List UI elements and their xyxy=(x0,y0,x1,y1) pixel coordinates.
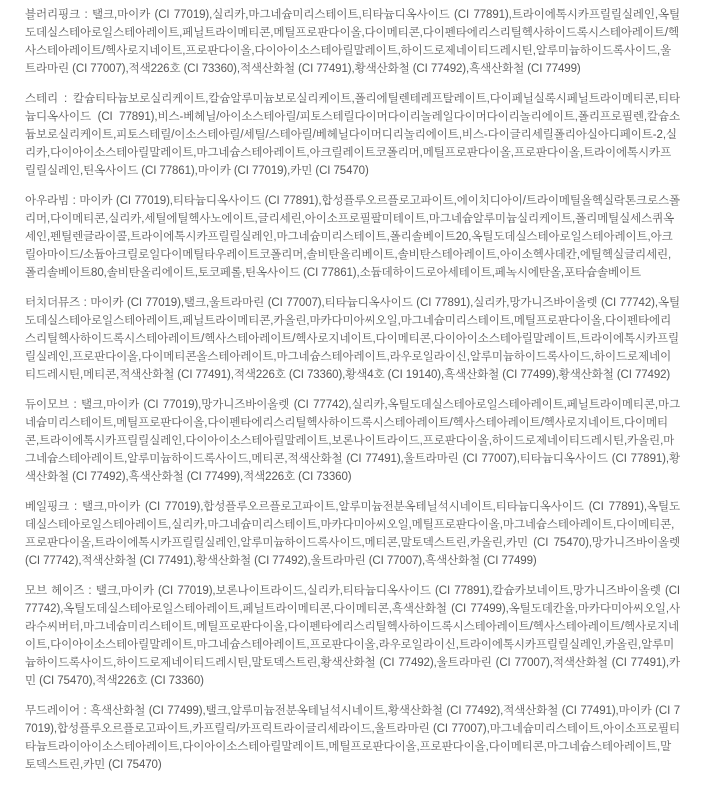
product-name: 베일핑크 xyxy=(25,501,70,513)
product-paragraph-aura-beam xyxy=(25,192,680,282)
ingredient-text: 마이카 (CI 77019),탤크,울트라마린 (CI 77007),티타늄디옥사이드 (CI 77891),실리카,망가니즈바이올렛 (CI 77742),옥틸도데실스테아로일스테아레이트,페닐트라이메티콘,카올린,마카다미아씨오일,마그네슘미리스테이트,메틸프로판다이올,다이펜타에리스리틸헥사하이드록시스테아레이트/헥사스테아레이트/헥사로지네이트,다이메티콘,다이아이소스테아릴말레이트,트라이에톡시카프릴릴실레인,프로판다이올,다이메티콘올스테아레이트,마그네슘스테아레이트,라우로일라이신,알루미늄하이드록사이드,하이드로제네이티드레시틴,메티콘,적색산화철 (CI 77491),적색226호 (CI 73360),황색4호 (CI 19140),흑색산화철 (CI 77499),황색산화철 (CI 77492) xyxy=(25,297,680,381)
product-paragraph-mood-layer xyxy=(25,702,680,774)
ingredient-text: 탤크,마이카 (CI 77019),실리카,마그네슘미리스테이트,티타늄디옥사이드 (CI 77891),트라이에톡시카프릴릴실레인,옥틸도데실스테아로일스테아레이트,페닐트라이메티콘,메틸프로판다이올,다이메티콘,다이펜타에리스리틸헥사하이드록시스테아레이트/헥사스테아레이트/헥사로지네이트,프로판다이올,다이아이소스테아릴말레이트,하이드로제네이티드레시틴,알루미늄하이드록사이드,울트라마린 (CI 77007),적색226호 (CI 73360),적색산화철 (CI 77491),황색산화철 (CI 77492),흑색산화철 (CI 77499) xyxy=(25,9,680,75)
name-separator: : xyxy=(69,501,82,513)
ingredient-text: 탤크,마이카 (CI 77019),망가니즈바이올렛 (CI 77742),실리카,옥틸도데실스테아로일스테아레이트,페닐트라이메티콘,마그네슘미리스테이트,메틸프로판다이올,다이펜타에리스리틸헥사하이드록시스테아레이트/헥사스테아레이트/헥사로지네이트,다이메티콘,트라이에톡시카프릴릴실레인,다이아이소스테아릴말레이트,보론나이트라이드,프로판다이올,하이드로제네이티드레시틴,카올린,마그네슘스테아레이트,알루미늄하이드록사이드,메티콘,적색산화철 (CI 77491),울트라마린 (CI 77007),티타늄디옥사이드 (CI 77891),황색산화철 (CI 77492),흑색산화철 (CI 77499),적색226호 (CI 73360) xyxy=(25,399,680,483)
product-name: 터치더뮤즈 xyxy=(25,297,81,309)
product-name: 듀이모브 xyxy=(25,399,70,411)
product-name: 스테리 xyxy=(25,93,59,105)
name-separator: : xyxy=(84,585,96,597)
product-name: 아우라빔 xyxy=(25,195,70,207)
product-paragraph-blurry-pink xyxy=(25,6,680,78)
ingredient-text: 흑색산화철 (CI 77499),탤크,알루미늄전분옥테닐석시네이트,황색산화철 (CI 77492),적색산화철 (CI 77491),마이카 (CI 77019),합성플루오르플로고파이트,카프릴릭/카프릭트라이글리세라이드,울트라마린 (CI 77007),마그네슘미리스테이트,아이소프로필티타늄트라이아이소스테아레이트,다이아이소스테아릴말레이트,메틸프로판다이올,프로판다이올,다이메티콘,마그네슘스테아레이트,말토덱스트린,카민 (CI 75470) xyxy=(25,705,680,771)
ingredient-text: 탤크,마이카 (CI 77019),합성플루오르플로고파이트,알루미늄전분옥테닐석시네이트,티타늄디옥사이드 (CI 77891),옥틸도데실스테아로일스테아레이트,실리카,마그네슘미리스테이트,마카다미아씨오일,메틸프로판다이올,마그네슘스테아레이트,다이메티콘,프로판다이올,트라이에톡시카프릴릴실레인,알루미늄하이드록사이드,메티콘,말토덱스트린,카올린,카민 (CI 75470),망가니즈바이올렛 (CI 77742),적색산화철 (CI 77491),황색산화철 (CI 77492),울트라마린 (CI 77007),흑색산화철 (CI 77499) xyxy=(25,501,680,567)
name-separator: : xyxy=(69,195,80,207)
product-name: 블러리핑크 xyxy=(25,9,81,21)
name-separator: : xyxy=(80,705,91,717)
product-paragraph-touch-the-muse xyxy=(25,294,680,384)
ingredient-text: 탤크,마이카 (CI 77019),보론나이트라이드,실리카,티타늄디옥사이드 (CI 77891),칼슘카보네이트,망가니즈바이올렛 (CI 77742),옥틸도데실스테아로일스테아레이트,페닐트라이메티콘,다이메티콘,흑색산화철 (CI 77499),옥틸도데칸올,마카다미아씨오일,사라수씨버터,마그네슘미리스테이트,메틸프로판다이올,다이펜타에리스리틸헥사하이드록시스테아레이트/헥사스테아레이트/헥사로지네이트,다이아이소스테아릴말레이트,마그네슘스테아레이트,프로판다이올,라우로일라이신,트라이에톡시카프릴릴실레인,카올린,알루미늄하이드록사이드,하이드로제네이티드레시틴,말토덱스트린,황색산화철 (CI 77492),울트라마린 (CI 77007),적색산화철 (CI 77491),카민 (CI 75470),적색226호 (CI 73360) xyxy=(25,585,680,687)
product-paragraph-veil-pink xyxy=(25,498,680,570)
product-paragraph-steri xyxy=(25,90,680,180)
product-name: 모브 헤이즈 xyxy=(25,585,85,597)
product-name: 무드레이어 xyxy=(25,705,81,717)
product-paragraph-mauve-haze xyxy=(25,582,680,690)
name-separator: : xyxy=(80,297,91,309)
name-separator: : xyxy=(69,399,81,411)
ingredient-text: 마이카 (CI 77019),티타늄디옥사이드 (CI 77891),합성플루오르플로고파이트,에이치디아이/트라이메틸올헥실락톤크로스폴리머,다이메티콘,실리카,세틸에틸헥사노에이트,글리세린,아이소프로필팔미테이트,마그네슘알루미늄실리케이트,폴리메틸실세스퀴옥세인,펜틸렌글라이콜,트라이에톡시카프릴릴실레인,마그네슘미리스테이트,폴리솔베이트20,옥틸도데실스테아로일스테아레이트,아크릴아마이드/소듐아크릴로일다이메틸타우레이트코폴리머,솔비탄올리베이트,솔비탄스테아레이트,아이소헥사데칸,에틸헥실글리세린,폴리솔베이트80,솔비탄올리에이트,토코페롤,틴옥사이드 (CI 77861),소듐데하이드로아세테이트,페녹시에탄올,포타슘솔베이트 xyxy=(25,195,680,279)
name-separator: : xyxy=(80,9,92,21)
ingredient-text: 칼슘티타늄보로실리케이트,칼슘알루미늄보로실리케이트,폴리에틸렌테레프탈레이트,다이페닐실록시페닐트라이메티콘,티타늄디옥사이드 (CI 77891),비스-베헤닐/아이소스테아릴/피토스테릴다이머다이리놀레일다이머다이리놀리에이트,폴리프로필렌,칼슘소듐보로실리케이트,피토스테릴/이소스테아릴/세틸/스테아릴/베헤닐다이머디리놀리에이트,비스-다이글리세릴폴리아실아디페이트-2,실리카,다이아이소스테아릴말레이트,마그네슘스테아레이트,아크릴레이트코폴리머,메틸프로판다이올,프로판다이올,트라이에톡시카프릴릴실레인,틴옥사이드 (CI 77861),마이카 (CI 77019),카민 (CI 75470) xyxy=(25,93,680,177)
product-paragraph-dewy-mauve xyxy=(25,396,680,486)
name-separator: : xyxy=(58,93,74,105)
